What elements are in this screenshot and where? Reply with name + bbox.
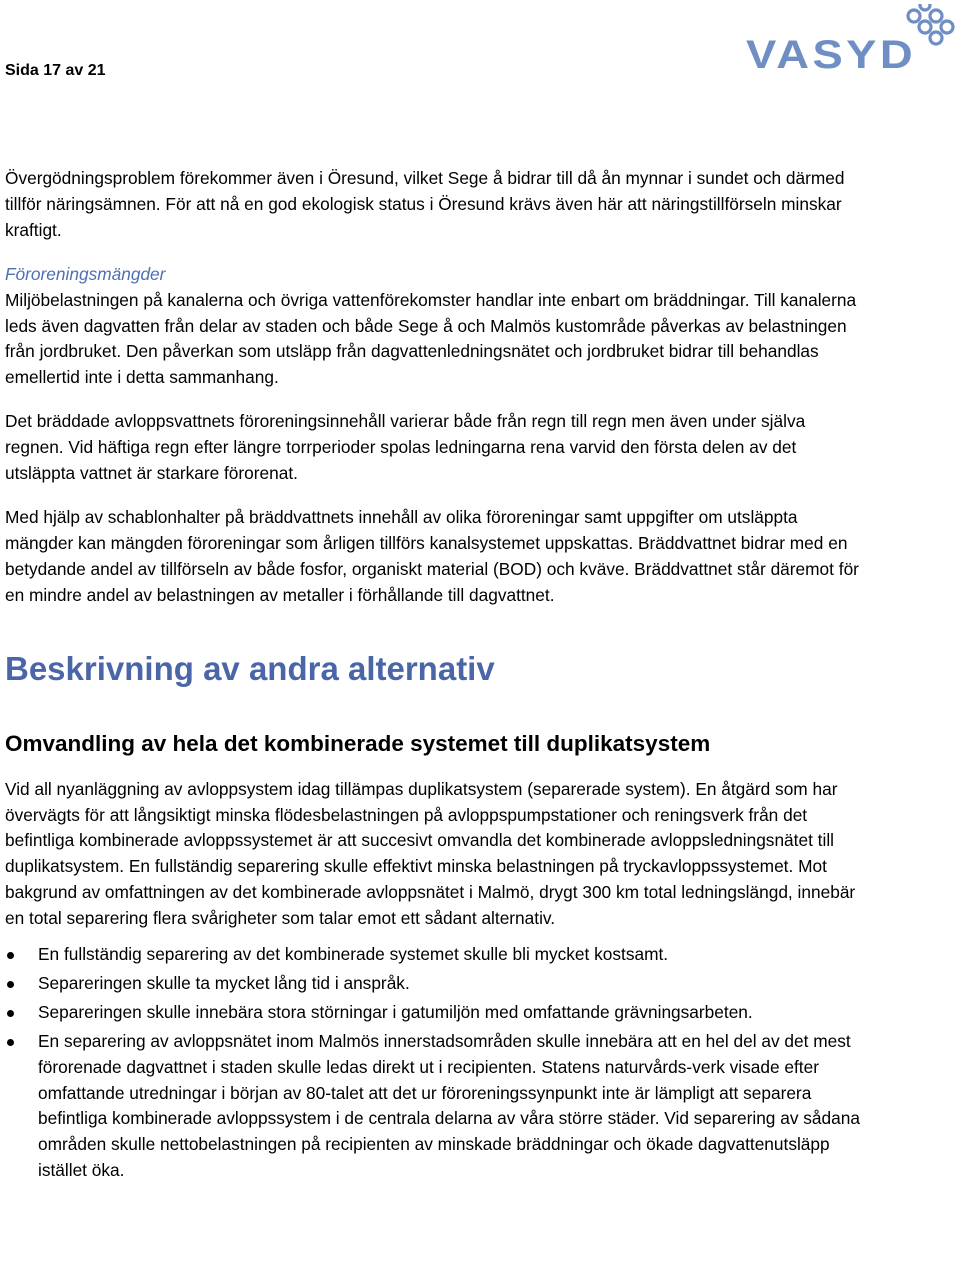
- page-header: [0, 0, 960, 110]
- paragraph-overgodning: Övergödningsproblem förekommer även i Öresund, vilket Sege å bidrar till då ån mynnar i sundet och därmed tillför näringsämnen. För att nå en god ekologisk status i Öresund krävs även här att näringstillförseln minskar kraftigt.: [5, 168, 845, 240]
- document-body: [5, 166, 865, 1184]
- list-item: En separering av avloppsnätet inom Malmös innerstadsområden skulle innebära att en hel del av det mest förorenade dagvattnet i staden skulle ledas direkt ut i recipienten. Statens naturvårds-verk visade efter omfattande utredningar i början av 80-talet att det ur föroreningssynpunkt inte är lämpligt att separera befintliga kombinerade avloppssystem i de centrala delarna av våra större städer. Vid separering av sådana områden skulle nettobelastningen på recipienten av minskade bräddningar och ökade dagvattenutsläpp istället öka.: [5, 1029, 865, 1184]
- bullet-dot-icon: [7, 981, 14, 988]
- vasyd-logo: [742, 4, 960, 76]
- paragraph-duplikatsystem: Vid all nyanläggning av avloppsystem idag tillämpas duplikatsystem (separerade system). En åtgärd som har övervägts för att långsiktigt minska flödesbelastningen på avloppspumpstationer och reningsverk från det befintliga kombinerade avloppssystemet är att succesivt omvandla det kombinerade avloppsledningsnätet till duplikatsystem. En fullständig separering skulle effektivt minska belastningen på tryckavloppssystemet. Mot bakgrund av omfattningen av det kombinerade avloppsnätet i Malmö, drygt 300 km total ledningslängd, innebär en total separering flera svårigheter som talar emot ett sådant alternativ.: [5, 778, 856, 929]
- paragraph-schablonhalter: Med hjälp av schablonhalter på bräddvattnets innehåll av olika föroreningar samt uppgifter om utsläppta mängder kan mängden föroreningar som årligen tillförs kanalsystemet uppskattas. Bräddvattnet bidrar med en betydande andel av tillförseln av både fosfor, organiskt material (BOD) och kväve. Bräddvattnet står däremot för en mindre andel av belastningen av metaller i förhållande till dagvattnet.: [5, 506, 859, 605]
- page-number: Sida 17 av 21: [5, 62, 106, 79]
- heading-beskrivning: Beskrivning av andra alternativ: [5, 649, 495, 687]
- paragraph-miljobelastning: Miljöbelastningen på kanalerna och övriga vattenförekomster handlar inte enbart om bräddningar. Till kanalerna leds även dagvatten från delar av staden och både Sege å och Malmös kustområde påverkas av belastningen från jordbruket. Den påverkan som utsläpp från dagvattenledningsnätet och jordbruket bidrar till behandlas emellertid inte i detta sammanhang.: [5, 289, 857, 388]
- paragraph-braddat-avlopp: Det bräddade avloppsvattnets föroreningsinnehåll varierar både från regn till regn men även under själva regnen. Vid häftiga regn efter längre torrperioder spolas ledningarna rena varvid den första delen av det utsläppta vattnet är starkare förorenat.: [5, 411, 806, 484]
- heading-omvandling: Omvandling av hela det kombinerade systemet till duplikatsystem: [5, 730, 711, 756]
- logo-wordmark: VASYD: [746, 33, 916, 76]
- bullet-dot-icon: [7, 952, 14, 959]
- bullet-dot-icon: [7, 1010, 14, 1017]
- list-item: En fullständig separering av det kombinerade systemet skulle bli mycket kostsamt.: [5, 942, 865, 968]
- list-item: Separeringen skulle ta mycket lång tid i anspråk.: [5, 971, 865, 997]
- bullet-dot-icon: [7, 1039, 14, 1046]
- list-item: Separeringen skulle innebära stora störningar i gatumiljön med omfattande grävningsarbeten.: [5, 1000, 865, 1026]
- section-label-fororeningsmangder: Föroreningsmängder: [5, 263, 166, 284]
- bullet-list: [5, 942, 865, 1184]
